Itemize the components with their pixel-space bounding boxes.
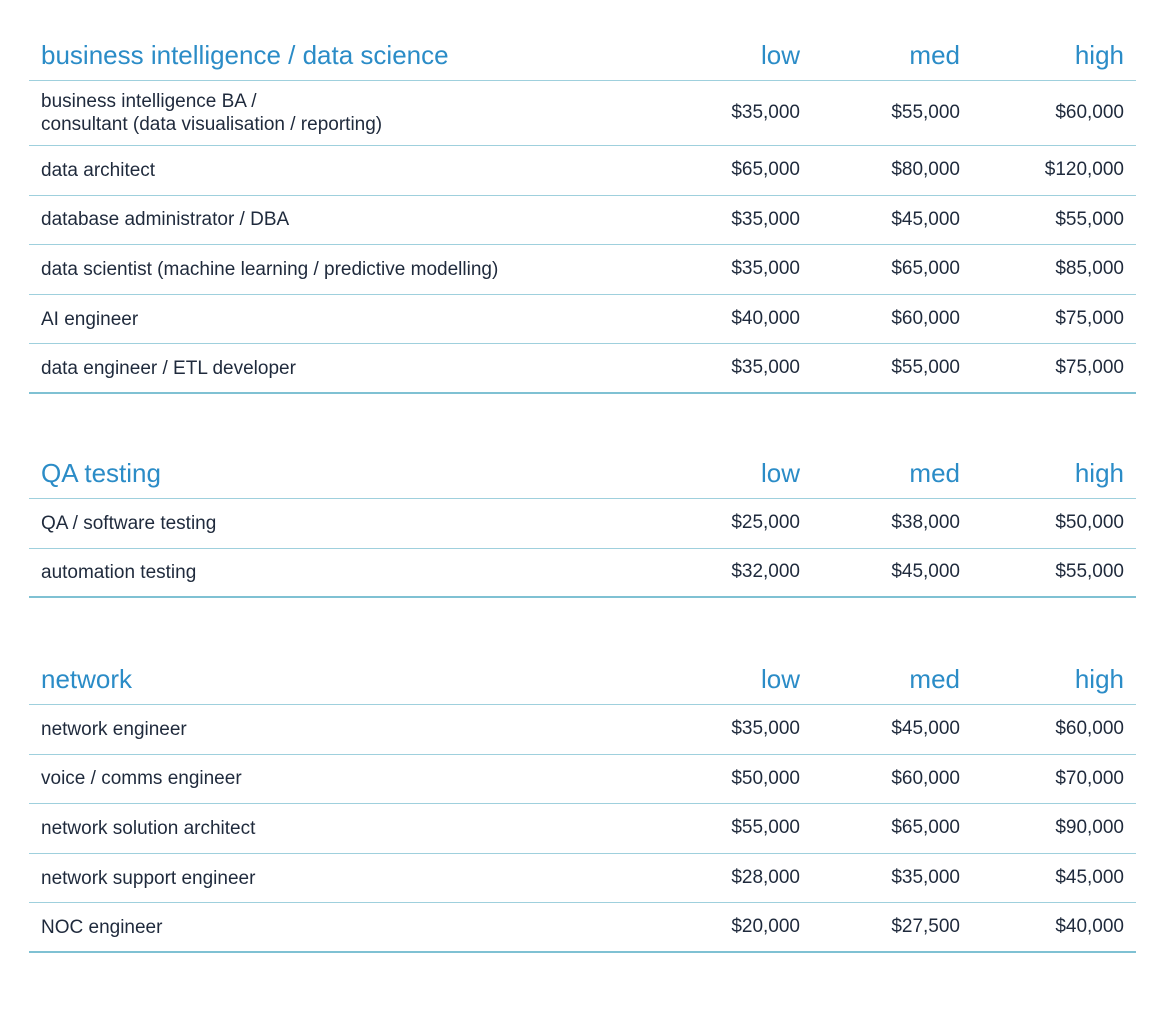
cell-high: $60,000: [1055, 718, 1124, 740]
column-header-med: med: [909, 664, 960, 694]
cell-med: $60,000: [891, 767, 960, 789]
column-header-low: low: [760, 40, 800, 70]
column-header-low: low: [760, 458, 800, 488]
cell-med: $55,000: [891, 357, 960, 379]
row-label: QA / software testing: [41, 512, 217, 534]
table-row: [29, 245, 1136, 295]
cell-low: $35,000: [731, 102, 800, 123]
cell-high: $90,000: [1055, 817, 1124, 839]
section-title: business intelligence / data science: [41, 40, 449, 70]
table-row: [29, 903, 1136, 953]
cell-med: $45,000: [891, 208, 960, 230]
cell-high: $85,000: [1055, 258, 1124, 280]
cell-med: $65,000: [891, 817, 960, 839]
cell-med: $38,000: [891, 512, 960, 534]
cell-low: $50,000: [731, 767, 800, 789]
row-label-line2: consultant (data visualisation / reporting): [41, 114, 383, 135]
row-label: data architect: [41, 159, 156, 181]
column-header-low: low: [760, 664, 800, 694]
column-header-med: med: [909, 40, 960, 70]
cell-high: $120,000: [1044, 159, 1124, 181]
cell-low: $55,000: [731, 817, 800, 839]
cell-high: $50,000: [1055, 512, 1124, 534]
cell-med: $65,000: [891, 258, 960, 280]
table-network: [29, 657, 1136, 953]
cell-low: $35,000: [731, 357, 800, 379]
table-row: [29, 344, 1136, 394]
cell-high: $55,000: [1055, 561, 1124, 583]
table-row: [29, 705, 1136, 755]
table-header: [29, 657, 1136, 705]
cell-high: $40,000: [1055, 916, 1124, 938]
cell-med: $55,000: [891, 102, 960, 123]
table-row: [29, 804, 1136, 854]
table-row: [29, 81, 1136, 146]
table-row: [29, 196, 1136, 246]
cell-high: $55,000: [1055, 208, 1124, 230]
row-label-line1: business intelligence BA /: [41, 91, 257, 112]
row-label: network support engineer: [41, 867, 256, 889]
cell-low: $65,000: [731, 159, 800, 181]
row-label: data engineer / ETL developer: [41, 357, 296, 379]
table-row: [29, 499, 1136, 549]
cell-high: $45,000: [1055, 867, 1124, 889]
section-title: network: [41, 664, 133, 694]
row-label: NOC engineer: [41, 916, 163, 938]
cell-high: $75,000: [1055, 357, 1124, 379]
row-label: database administrator / DBA: [41, 209, 290, 231]
cell-med: $45,000: [891, 561, 960, 583]
column-header-high: high: [1074, 458, 1124, 488]
cell-low: $35,000: [731, 718, 800, 740]
column-header-med: med: [909, 458, 960, 488]
table-business-intelligence: [29, 33, 1136, 394]
table-row: [29, 146, 1136, 196]
row-label: network engineer: [41, 718, 187, 740]
column-header-high: high: [1074, 40, 1124, 70]
cell-med: $80,000: [891, 159, 960, 181]
table-header: [29, 33, 1136, 81]
table-qa-testing: [29, 451, 1136, 598]
column-header-high: high: [1074, 664, 1124, 694]
row-label: voice / comms engineer: [41, 768, 242, 790]
table-row: [29, 295, 1136, 345]
row-label: automation testing: [41, 561, 197, 583]
cell-low: $35,000: [731, 208, 800, 230]
cell-high: $75,000: [1055, 308, 1124, 330]
row-label: AI engineer: [41, 308, 139, 330]
table-row: [29, 549, 1136, 599]
cell-med: $45,000: [891, 718, 960, 740]
cell-high: $70,000: [1055, 767, 1124, 789]
cell-low: $28,000: [731, 867, 800, 889]
cell-med: $35,000: [891, 867, 960, 889]
cell-med: $60,000: [891, 308, 960, 330]
table-header: [29, 451, 1136, 499]
cell-low: $25,000: [731, 512, 800, 534]
row-label: [29, 90, 640, 136]
cell-low: $35,000: [731, 258, 800, 280]
cell-low: $40,000: [731, 308, 800, 330]
cell-low: $20,000: [731, 916, 800, 938]
table-row: [29, 854, 1136, 904]
cell-med: $27,500: [891, 916, 960, 938]
cell-low: $32,000: [731, 561, 800, 583]
row-label: data scientist (machine learning / predictive modelling): [41, 258, 499, 280]
cell-high: $60,000: [1055, 102, 1124, 123]
row-label: network solution architect: [41, 817, 256, 839]
table-row: [29, 755, 1136, 805]
section-title: QA testing: [41, 458, 161, 488]
